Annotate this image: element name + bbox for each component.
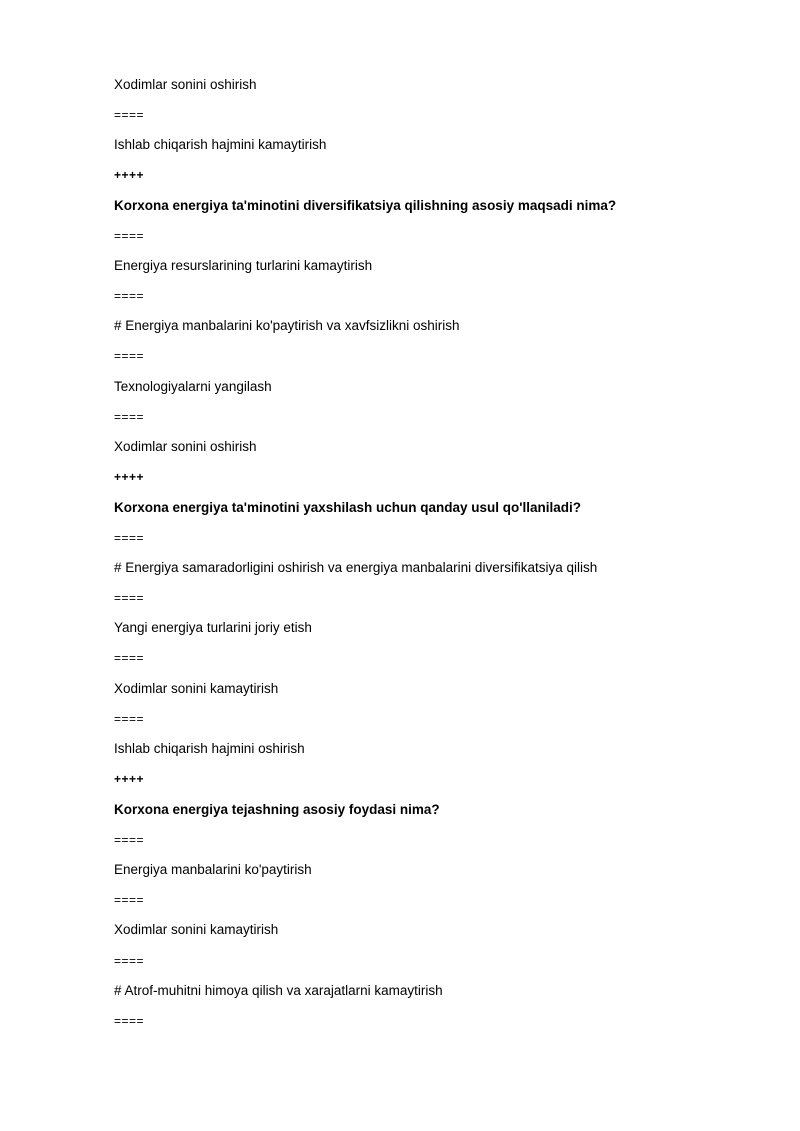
correct-answer-option: # Atrof-muhitni himoya qilish va xarajatlarni kamaytirish [114, 983, 443, 998]
answer-option: Yangi energiya turlarini joriy etish [114, 620, 312, 635]
separator: ==== [114, 289, 145, 303]
separator: ==== [114, 591, 145, 605]
question-separator: ++++ [114, 470, 145, 484]
separator: ==== [114, 893, 145, 907]
question-separator: ++++ [114, 168, 145, 182]
separator: ==== [114, 833, 145, 847]
question-text: Korxona energiya tejashning asosiy foydasi nima? [114, 802, 440, 817]
question-separator: ++++ [114, 772, 145, 786]
separator: ==== [114, 531, 145, 545]
separator: ==== [114, 349, 145, 363]
correct-answer-option: # Energiya samaradorligini oshirish va energiya manbalarini diversifikatsiya qilish [114, 560, 598, 575]
separator: ==== [114, 108, 145, 122]
answer-option: Energiya resurslarining turlarini kamaytirish [114, 258, 373, 273]
separator: ==== [114, 1014, 145, 1028]
separator: ==== [114, 651, 145, 665]
question-text: Korxona energiya ta'minotini yaxshilash uchun qanday usul qo'llaniladi? [114, 500, 582, 515]
answer-option: Xodimlar sonini kamaytirish [114, 681, 279, 696]
answer-option: Texnologiyalarni yangilash [114, 379, 272, 394]
answer-option: Xodimlar sonini oshirish [114, 77, 257, 92]
separator: ==== [114, 712, 145, 726]
answer-option: Ishlab chiqarish hajmini kamaytirish [114, 137, 327, 152]
answer-option: Ishlab chiqarish hajmini oshirish [114, 741, 305, 756]
answer-option: Xodimlar sonini kamaytirish [114, 922, 279, 937]
correct-answer-option: # Energiya manbalarini ko'paytirish va xavfsizlikni oshirish [114, 318, 460, 333]
separator: ==== [114, 954, 145, 968]
separator: ==== [114, 229, 145, 243]
answer-option: Xodimlar sonini oshirish [114, 439, 257, 454]
question-text: Korxona energiya ta'minotini diversifikatsiya qilishning asosiy maqsadi nima? [114, 198, 617, 213]
separator: ==== [114, 410, 145, 424]
answer-option: Energiya manbalarini ko'paytirish [114, 862, 312, 877]
